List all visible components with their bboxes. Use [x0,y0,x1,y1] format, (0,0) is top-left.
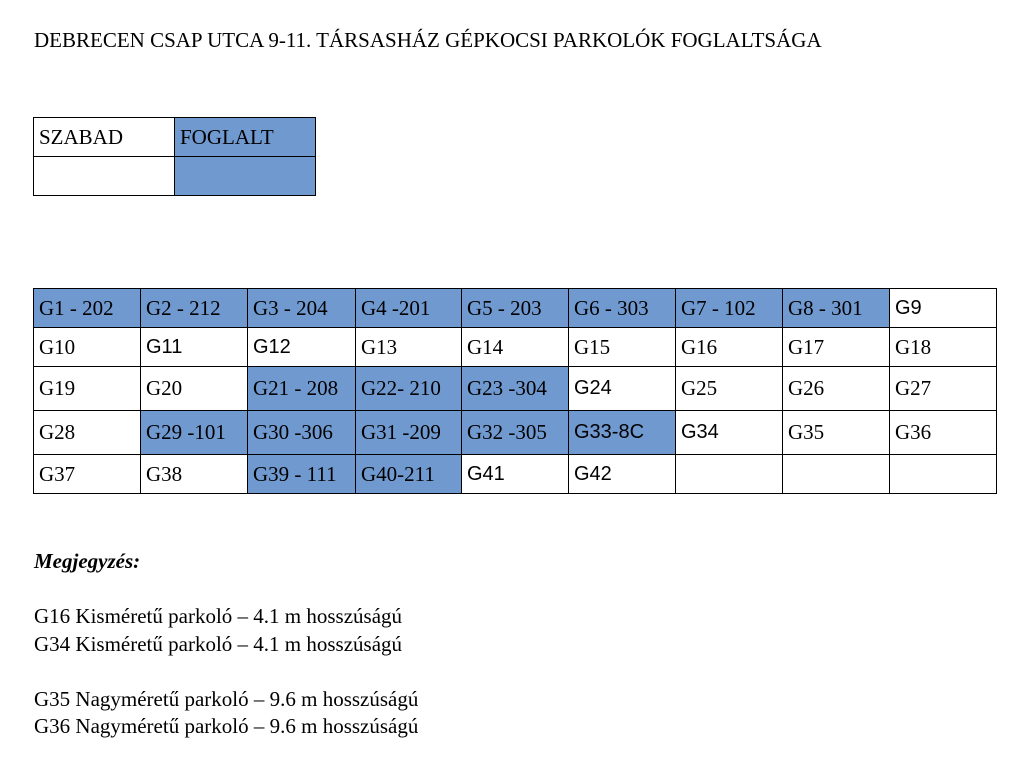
parking-spot: G24 [569,367,676,411]
page-title: DEBRECEN CSAP UTCA 9-11. TÁRSASHÁZ GÉPKOCSI PARKOLÓK FOGLALTSÁGA [34,28,822,52]
note-line: G34 Kisméretű parkoló – 4.1 m hosszúságú [34,631,403,656]
empty-cell [676,455,783,494]
parking-spot: G19 [34,367,141,411]
parking-spot: G38 [141,455,248,494]
parking-spot: G36 [890,411,997,455]
parking-spot: G32 -305 [462,411,569,455]
parking-spot: G40-211 [356,455,462,494]
parking-spot: G27 [890,367,997,411]
parking-spot: G10 [34,328,141,367]
note-line: G16 Kisméretű parkoló – 4.1 m hosszúságú [34,604,403,628]
legend-table [33,117,316,196]
parking-row [34,411,997,455]
parking-spot: G34 [676,411,783,455]
parking-row [34,367,997,411]
parking-spot: G12 [248,328,356,367]
parking-spot: G37 [34,455,141,494]
parking-spot: G39 - 111 [248,455,356,494]
legend-free-swatch [34,157,175,196]
parking-spot: G15 [569,328,676,367]
parking-spot: G14 [462,328,569,367]
parking-spot: G13 [356,328,462,367]
parking-spot: G25 [676,367,783,411]
parking-spot: G9 [890,289,997,328]
legend-occupied-swatch [175,157,316,196]
parking-spot: G41 [462,455,569,494]
parking-spot: G2 - 212 [141,289,248,328]
parking-spot: G4 -201 [356,289,462,328]
note-line: G35 Nagyméretű parkoló – 9.6 m hosszúságú [34,686,419,711]
parking-row [34,289,997,328]
parking-spot: G17 [783,328,890,367]
parking-spot: G31 -209 [356,411,462,455]
notes-section [34,548,418,741]
parking-spot: G7 - 102 [676,289,783,328]
empty-cell [890,455,997,494]
parking-spot: G26 [783,367,890,411]
parking-spot: G1 - 202 [34,289,141,328]
parking-spot: G42 [569,455,676,494]
parking-row [34,455,997,494]
parking-spot: G18 [890,328,997,367]
parking-spot: G22- 210 [356,367,462,411]
legend-swatch-row [34,157,316,196]
legend-occupied-label: FOGLALT [175,118,316,157]
parking-spot: G29 -101 [141,411,248,455]
notes-heading: Megjegyzés: [34,549,141,573]
parking-spot: G5 - 203 [462,289,569,328]
parking-spot: G16 [676,328,783,367]
legend-free-label: SZABAD [34,118,175,157]
parking-spot: G8 - 301 [783,289,890,328]
parking-spot: G30 -306 [248,411,356,455]
parking-spot: G3 - 204 [248,289,356,328]
parking-row [34,328,997,367]
parking-spot: G20 [141,367,248,411]
parking-spot: G21 - 208 [248,367,356,411]
parking-spot: G11 [141,328,248,367]
legend-header-row [34,118,316,157]
parking-spot: G28 [34,411,141,455]
empty-cell [783,455,890,494]
parking-spot: G33-8C [569,411,676,455]
parking-spot: G6 - 303 [569,289,676,328]
parking-grid [33,288,997,494]
parking-spot: G23 -304 [462,367,569,411]
note-line: G36 Nagyméretű parkoló – 9.6 m hosszúságú [34,714,419,738]
parking-spot: G35 [783,411,890,455]
